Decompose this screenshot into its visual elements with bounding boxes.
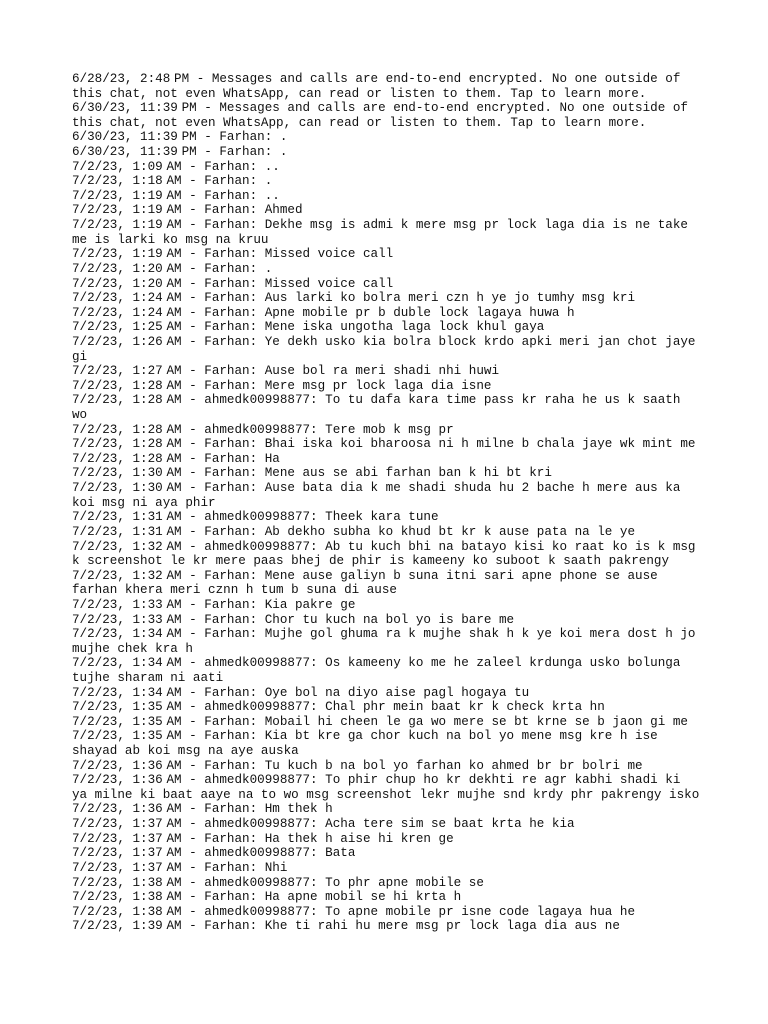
chat-line: 6/28/23, 2:48 PM - Messages and calls are end-to-end encrypted. No one outside of (72, 72, 681, 86)
chat-line: 7/2/23, 1:36 AM - Farhan: Hm thek h (72, 802, 333, 817)
chat-line: 7/2/23, 1:33 AM - Farhan: Chor tu kuch na bol yo is bare me (72, 612, 515, 627)
chat-line: 7/2/23, 1:31 AM - Farhan: Ab dekho subha ko khud bt kr k ause pata na le ye (72, 524, 636, 539)
chat-line: 7/2/23, 1:37 AM - Farhan: Nhi (72, 860, 288, 875)
chat-line: 7/2/23, 1:34 AM - Farhan: Mujhe gol ghuma ra k mujhe shak h k ye koi mera dost h jo (72, 627, 696, 642)
chat-line: 7/2/23, 1:38 AM - ahmedk00998877: To phr apne mobile se (72, 875, 484, 890)
chat-line: 7/2/23, 1:35 AM - Farhan: Mobail hi cheen le ga wo mere se bt krne se b jaon gi me (72, 714, 688, 729)
chat-line: wo (72, 408, 88, 423)
chat-line: 7/2/23, 1:35 AM - Farhan: Kia bt kre ga chor kuch na bol yo mene msg kre h ise (72, 729, 658, 744)
chat-line: 7/2/23, 1:28 AM - Farhan: Bhai iska koi bharoosa ni h milne b chala jaye wk mint me (72, 437, 696, 452)
chat-line: me is larki ko msg na kruu (72, 232, 269, 247)
chat-line: 7/2/23, 1:26 AM - Farhan: Ye dekh usko kia bolra block krdo apki meri jan chot jaye (72, 334, 696, 349)
chat-line: 7/2/23, 1:32 AM - ahmedk00998877: Ab tu kuch bhi na batayo kisi ko raat ko is k msg (72, 539, 696, 554)
chat-line: 7/2/23, 1:19 AM - Farhan: Missed voice call (72, 247, 394, 262)
chat-line: shayad ab koi msg na aye auska (72, 744, 299, 759)
chat-line: farhan khera meri cznn h tum b suna di ause (72, 583, 397, 598)
chat-line: koi msg ni aya phir (72, 495, 216, 510)
chat-line: ya milne ki baat aaye na to wo msg screenshot lekr mujhe snd krdy phr pakrengy isko (72, 787, 700, 802)
chat-line: 7/2/23, 1:19 AM - Farhan: .. (72, 188, 280, 203)
chat-line: 7/2/23, 1:34 AM - ahmedk00998877: Os kameeny ko me he zaleel krdunga usko bolunga (72, 656, 681, 671)
chat-line: 7/2/23, 1:28 AM - Farhan: Mere msg pr lock laga dia isne (72, 378, 492, 393)
chat-line: 7/2/23, 1:31 AM - ahmedk00998877: Theek kara tune (72, 510, 439, 525)
chat-line: 7/2/23, 1:28 AM - ahmedk00998877: Tere mob k msg pr (72, 422, 454, 437)
chat-line: 7/2/23, 1:30 AM - Farhan: Mene aus se abi farhan ban k hi bt kri (72, 466, 552, 481)
chat-line: this chat, not even WhatsApp, can read or listen to them. Tap to learn more. (72, 86, 647, 101)
chat-line: 7/2/23, 1:33 AM - Farhan: Kia pakre ge (72, 597, 356, 612)
chat-line: 7/2/23, 1:28 AM - Farhan: Ha (72, 451, 280, 466)
chat-line: 7/2/23, 1:32 AM - Farhan: Mene ause galiyn b suna itni sari apne phone se ause (72, 568, 658, 583)
chat-line: 7/2/23, 1:37 AM - Farhan: Ha thek h aise hi kren ge (72, 831, 454, 846)
chat-line: 7/2/23, 1:37 AM - ahmedk00998877: Bata (72, 846, 356, 861)
chat-line: 6/30/23, 11:39 PM - Farhan: . (72, 130, 288, 145)
chat-line: 7/2/23, 1:37 AM - ahmedk00998877: Acha tere sim se baat krta he kia (72, 817, 575, 832)
chat-line: 6/30/23, 11:39 PM - Messages and calls are end-to-end encrypted. No one outside of (72, 101, 688, 116)
chat-line: tujhe sharam ni aati (72, 670, 224, 685)
chat-line: k screenshot le kr mere paas bhej de phir is kameeny ko suboot k saath pakrengy (72, 554, 670, 569)
chat-line: 7/2/23, 1:27 AM - Farhan: Ause bol ra meri shadi nhi huwi (72, 364, 499, 379)
chat-line: 7/2/23, 1:09 AM - Farhan: .. (72, 159, 280, 174)
chat-line: 7/2/23, 1:19 AM - Farhan: Ahmed (72, 203, 303, 218)
chat-line: 7/2/23, 1:36 AM - ahmedk00998877: To phir chup ho kr dekhti re agr kabhi shadi ki (72, 773, 681, 788)
chat-line: 7/2/23, 1:20 AM - Farhan: Missed voice call (72, 276, 394, 291)
chat-line: 7/2/23, 1:18 AM - Farhan: . (72, 174, 273, 189)
chat-line: 7/2/23, 1:35 AM - ahmedk00998877: Chal phr mein baat kr k check krta hn (72, 700, 605, 715)
chat-line: 7/2/23, 1:25 AM - Farhan: Mene iska ungotha laga lock khul gaya (72, 320, 545, 335)
chat-line: 6/30/23, 11:39 PM - Farhan: . (72, 145, 288, 160)
chat-line: 7/2/23, 1:38 AM - ahmedk00998877: To apne mobile pr isne code lagaya hua he (72, 904, 636, 919)
chat-line: 7/2/23, 1:39 AM - Farhan: Khe ti rahi hu mere msg pr lock laga dia aus ne (72, 919, 620, 934)
chat-line: 7/2/23, 1:30 AM - Farhan: Ause bata dia k me shadi shuda hu 2 bache h mere aus ka (72, 481, 681, 496)
chat-line: 7/2/23, 1:28 AM - ahmedk00998877: To tu dafa kara time pass kr raha he us k saath (72, 393, 681, 408)
chat-line: 7/2/23, 1:20 AM - Farhan: . (72, 261, 273, 276)
chat-line: 7/2/23, 1:38 AM - Farhan: Ha apne mobil se hi krta h (72, 890, 462, 905)
chat-line: this chat, not even WhatsApp, can read or listen to them. Tap to learn more. (72, 115, 647, 130)
chat-export-text (72, 72, 712, 934)
chat-line: gi (72, 349, 88, 364)
chat-line: 7/2/23, 1:19 AM - Farhan: Dekhe msg is admi k mere msg pr lock laga dia is ne take (72, 218, 688, 233)
chat-line: 7/2/23, 1:24 AM - Farhan: Aus larki ko bolra meri czn h ye jo tumhy msg kri (72, 291, 636, 306)
chat-line: 7/2/23, 1:34 AM - Farhan: Oye bol na diyo aise pagl hogaya tu (72, 685, 530, 700)
chat-line: 7/2/23, 1:24 AM - Farhan: Apne mobile pr b duble lock lagaya huwa h (72, 305, 575, 320)
chat-line: mujhe chek kra h (72, 641, 193, 656)
chat-line: 7/2/23, 1:36 AM - Farhan: Tu kuch b na bol yo farhan ko ahmed br br bolri me (72, 758, 643, 773)
